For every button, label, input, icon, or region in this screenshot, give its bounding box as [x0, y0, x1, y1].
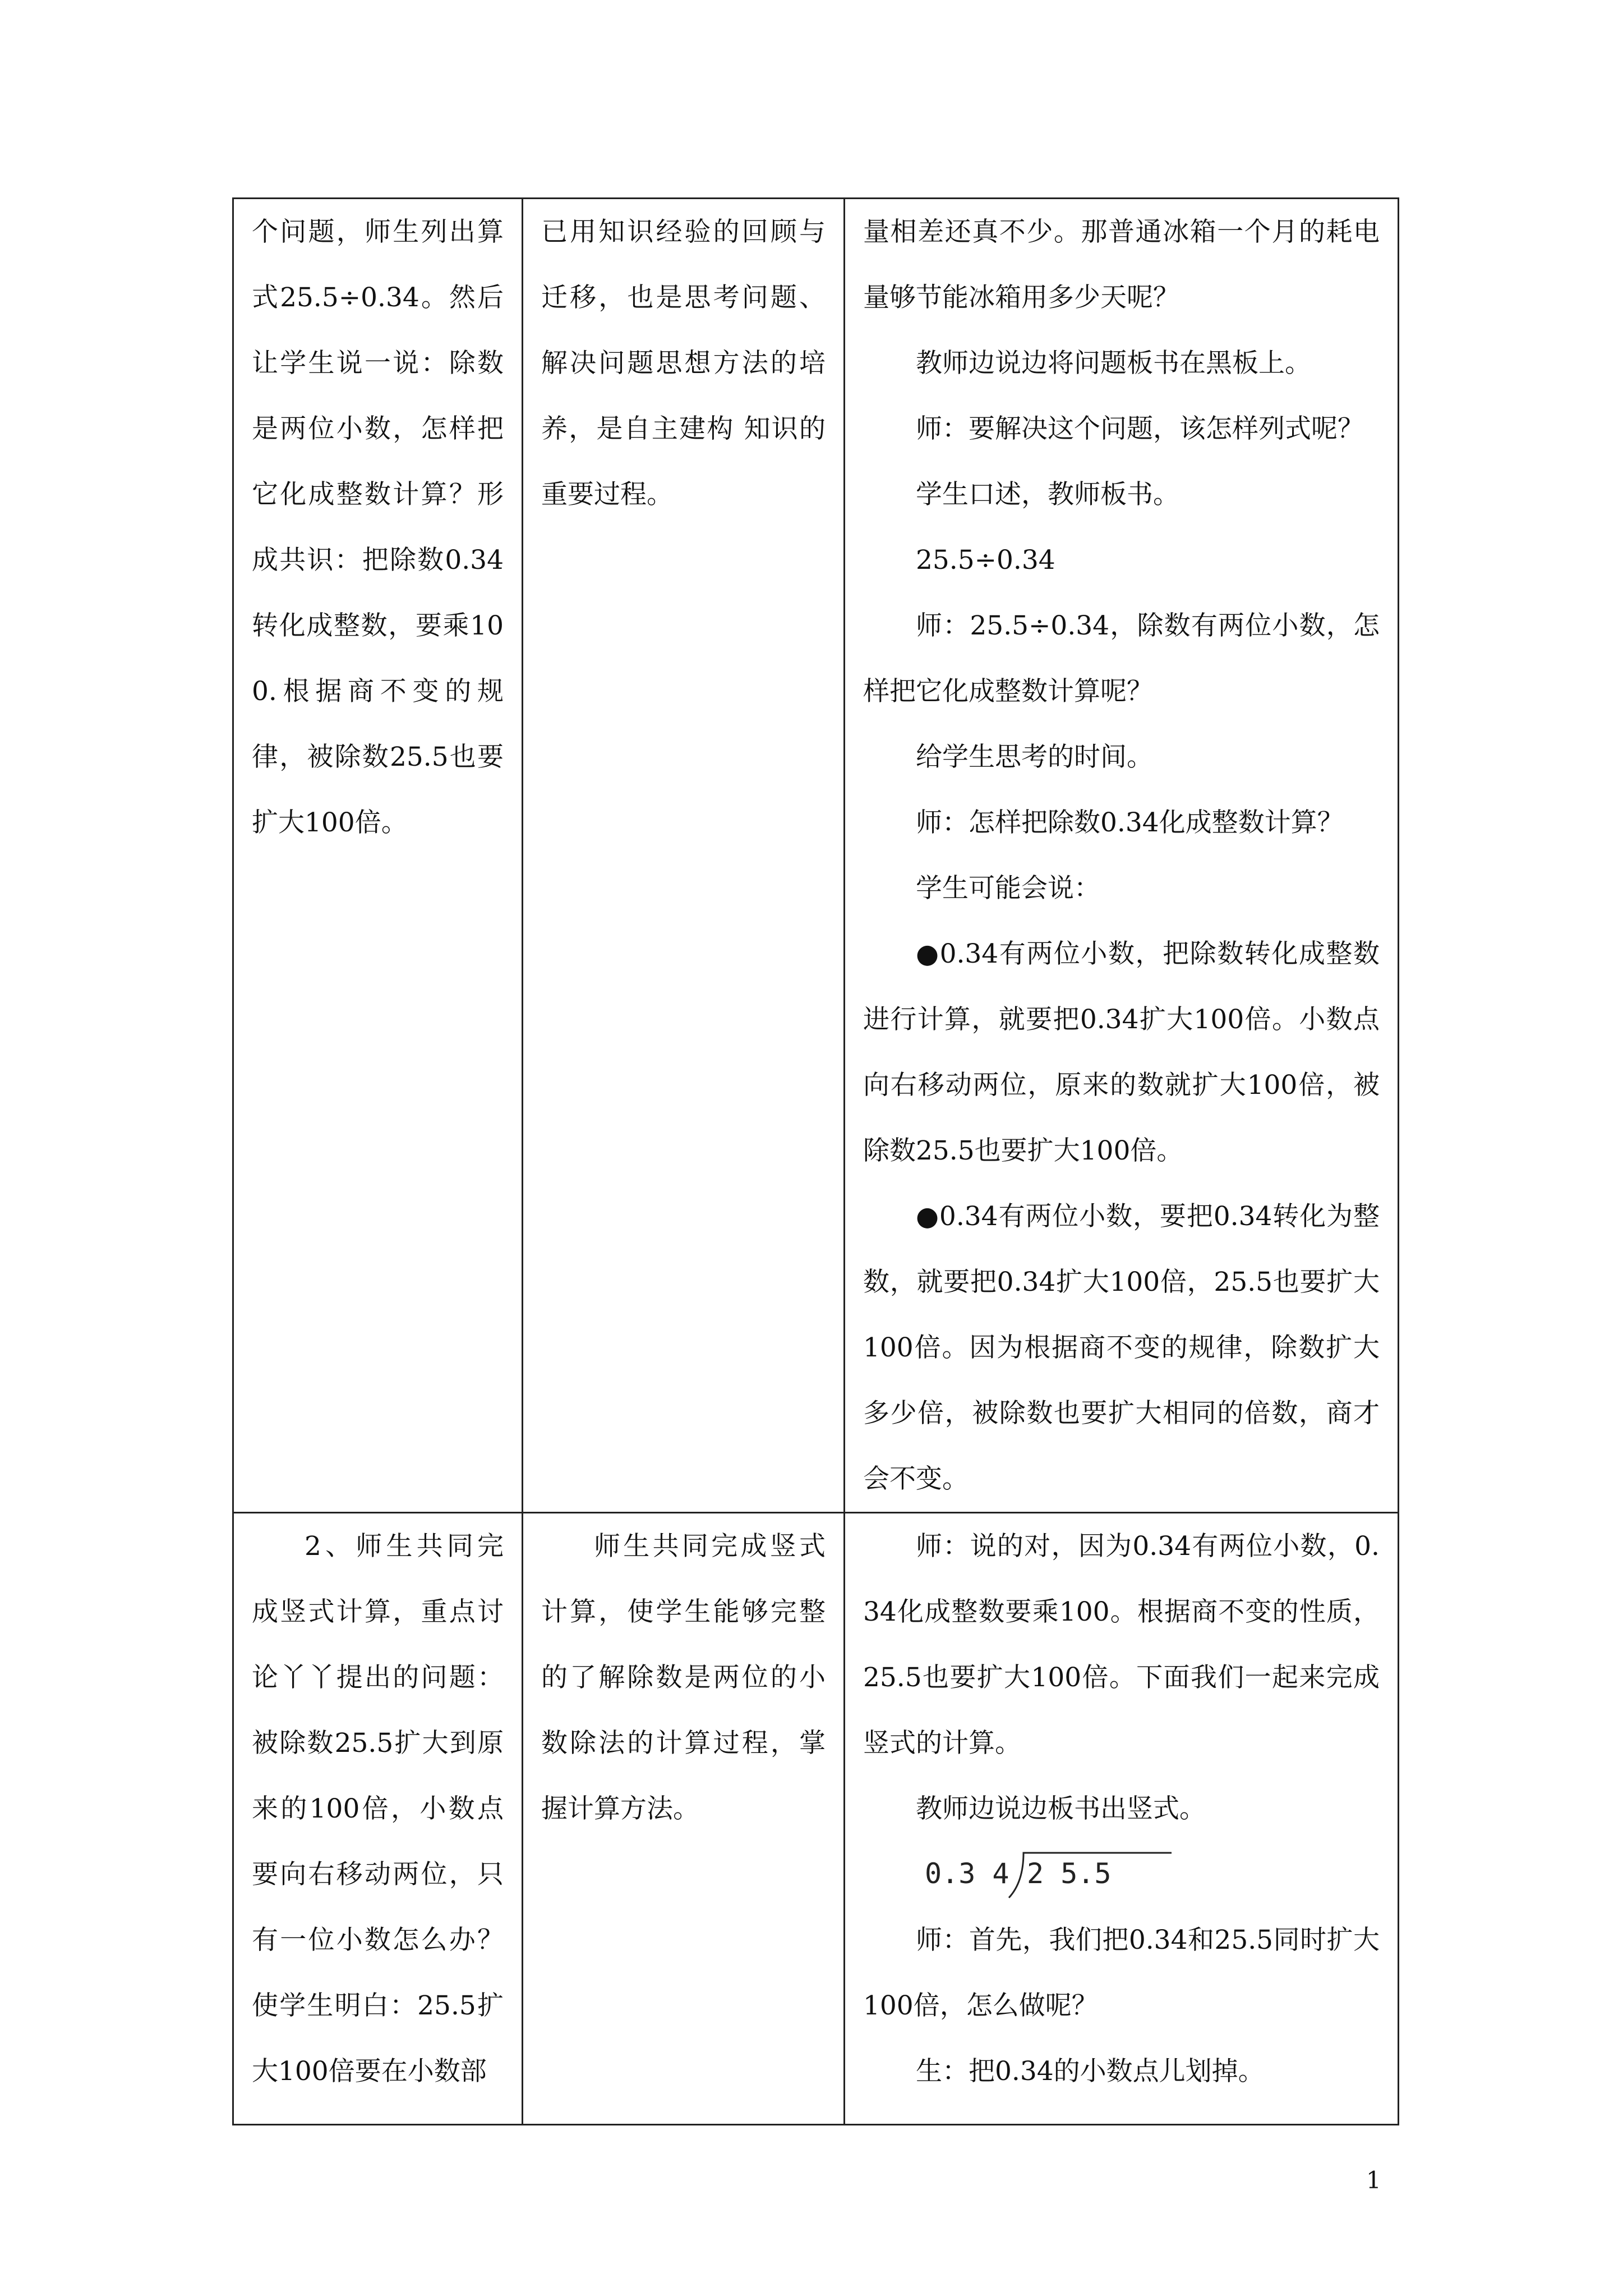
- process-paragraph: 25.5÷0.34: [916, 545, 1055, 576]
- page-number: 1: [1366, 2166, 1381, 2194]
- process-paragraph: 师：说的对，因为0.34有两位小数，0.34化成整数要乘100。根据商不变的性质，25.5也要扩大100倍。下面我们一起来完成竖式的计算。: [863, 1531, 1380, 1759]
- table-row: [233, 1513, 1399, 2125]
- activity-text: 2、师生共同完成竖式计算，重点讨论丫丫提出的问题：被除数25.5扩大到原来的100倍，小数点要向右移动两位，只有一位小数怎么办？使学生明白：25.5扩大100倍要在小数部: [252, 1531, 504, 2087]
- process-paragraph: 师：首先，我们把0.34和25.5同时扩大100倍，怎么做呢？: [863, 1925, 1380, 2021]
- activity-cell: [233, 199, 523, 1513]
- process-paragraph: 师：要解决这个问题，该怎样列式呢？: [916, 413, 1364, 444]
- process-paragraph: 学生口述，教师板书。: [916, 479, 1179, 510]
- process-paragraph: ●0.34有两位小数，把除数转化成整数进行计算，就要把0.34扩大100倍。小数点向右移动两位，原来的数就扩大100倍，被除数25.5也要扩大100倍。: [863, 938, 1380, 1166]
- process-paragraph: 教师边说边板书出竖式。: [916, 1793, 1206, 1824]
- process-paragraph: ●0.34有两位小数，要把0.34转化为整数，就要把0.34扩大100倍，25.5也要扩大100倍。因为根据商不变的规律，除数扩大多少倍，被除数也要扩大相同的倍数，商才会不变。: [863, 1201, 1380, 1494]
- process-cell: [845, 199, 1399, 1513]
- process-paragraph: 学生可能会说：: [916, 873, 1100, 904]
- long-division-figure: [925, 1848, 1183, 1904]
- long-division-divisor: 0.3 4: [925, 1857, 1009, 1890]
- process-paragraph: 教师边说边将问题板书在黑板上。: [916, 348, 1311, 379]
- process-paragraph: 师：怎样把除数0.34化成整数计算？: [916, 807, 1344, 838]
- activity-cell: [233, 1513, 523, 2125]
- table-row: [233, 199, 1399, 1513]
- intent-cell: [523, 199, 845, 1513]
- intent-text: 师生共同完成竖式计算，使学生能够完整的了解除数是两位的小数除法的计算过程，掌握计算方法。: [541, 1531, 826, 1824]
- intent-text: 已用知识经验的回顾与迁移，也是思考问题、解决问题思想方法的培养，是自主建构 知识的重要过程。: [541, 217, 826, 510]
- intent-cell: [523, 1513, 845, 2125]
- process-paragraph: 师：25.5÷0.34，除数有两位小数，怎样把它化成整数计算呢？: [863, 610, 1380, 707]
- process-paragraph: 量相差还真不少。那普通冰箱一个月的耗电量够节能冰箱用多少天呢？: [863, 217, 1380, 313]
- lesson-plan-table: [232, 197, 1399, 2125]
- process-paragraph: 给学生思考的时间。: [916, 742, 1153, 772]
- long-division-dividend: 2 5.5: [1027, 1857, 1112, 1890]
- process-paragraph: 生：把0.34的小数点儿划掉。: [916, 2056, 1265, 2087]
- long-division: [863, 1842, 1380, 1907]
- activity-text: 个问题，师生列出算式25.5÷0.34。然后让学生说一说：除数是两位小数，怎样把它化成整数计算？形成共识：把除数0.34转化成整数，要乘100.根据商不变的规律，被除数25.5也要扩大100倍。: [252, 217, 504, 838]
- process-cell: [845, 1513, 1399, 2125]
